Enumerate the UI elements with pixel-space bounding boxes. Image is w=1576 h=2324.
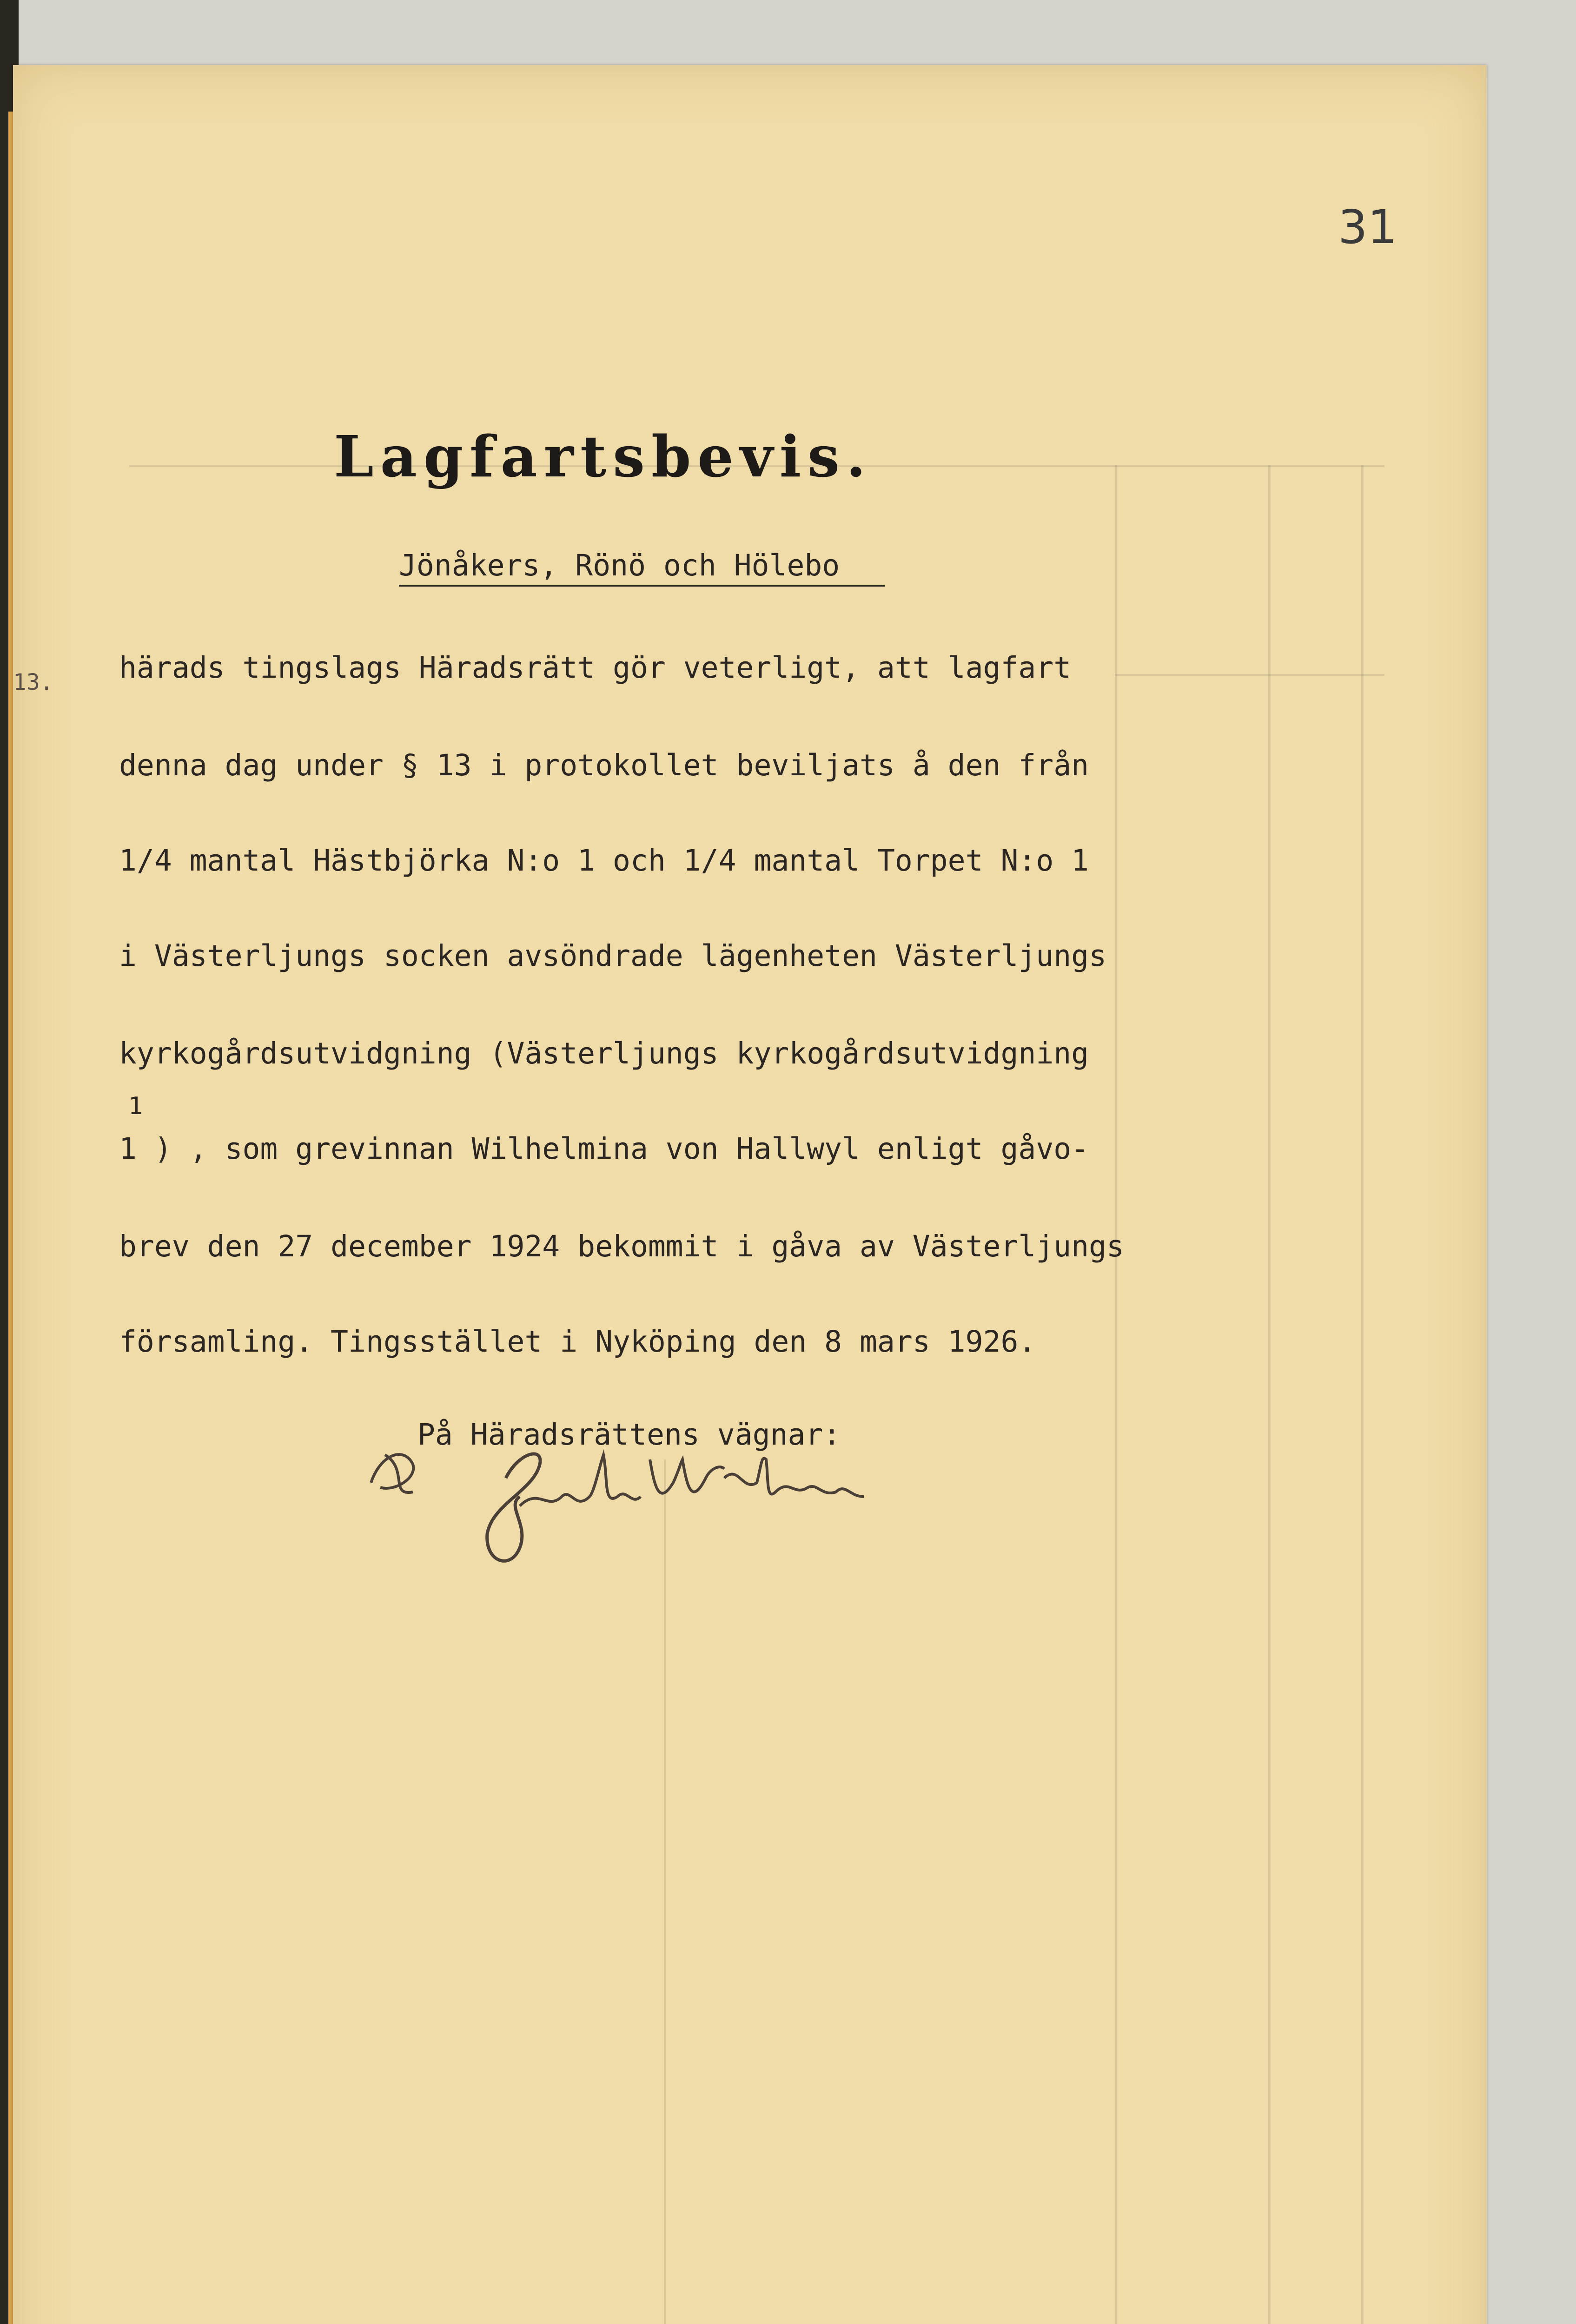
signature bbox=[352, 1427, 910, 1580]
body-line-7: brev den 27 december 1924 bekommit i gåva av Västerljungs bbox=[119, 1229, 1124, 1263]
show-through-column bbox=[1361, 465, 1364, 2324]
district-underline bbox=[399, 585, 885, 587]
closing-line: På Häradsrättens vägnar: bbox=[417, 1418, 841, 1452]
document-page bbox=[13, 65, 1487, 2324]
body-line-3: 1/4 mantal Hästbjörka N:o 1 och 1/4 mantal Torpet N:o 1 bbox=[119, 844, 1089, 878]
document-title: Lagfartsbevis. bbox=[334, 423, 873, 490]
folio-number: 31 bbox=[1338, 200, 1397, 254]
show-through-line bbox=[1115, 674, 1384, 676]
body-line-1: härads tingslags Häradsrätt gör veterligt, att lagfart bbox=[119, 651, 1072, 685]
body-line-5: kyrkogårdsutvidgning (Västerljungs kyrkogårdsutvidgning bbox=[119, 1037, 1089, 1070]
margin-number: 13. bbox=[13, 669, 53, 695]
body-line-6: 1 ) , som grevinnan Wilhelmina von Hallwyl enligt gåvo- bbox=[119, 1132, 1089, 1166]
superscript-footnote: 1 bbox=[128, 1092, 143, 1120]
show-through-column bbox=[1115, 465, 1117, 2324]
body-line-8: församling. Tingsstället i Nyköping den 8 mars 1926. bbox=[119, 1325, 1036, 1359]
body-line-2: denna dag under § 13 i protokollet beviljats å den från bbox=[119, 748, 1089, 782]
show-through-column bbox=[1268, 465, 1271, 2324]
body-line-4: i Västerljungs socken avsöndrade lägenheten Västerljungs bbox=[119, 939, 1107, 973]
district-name: Jönåkers, Rönö och Hölebo bbox=[399, 548, 840, 582]
show-through-column bbox=[664, 1459, 666, 2324]
